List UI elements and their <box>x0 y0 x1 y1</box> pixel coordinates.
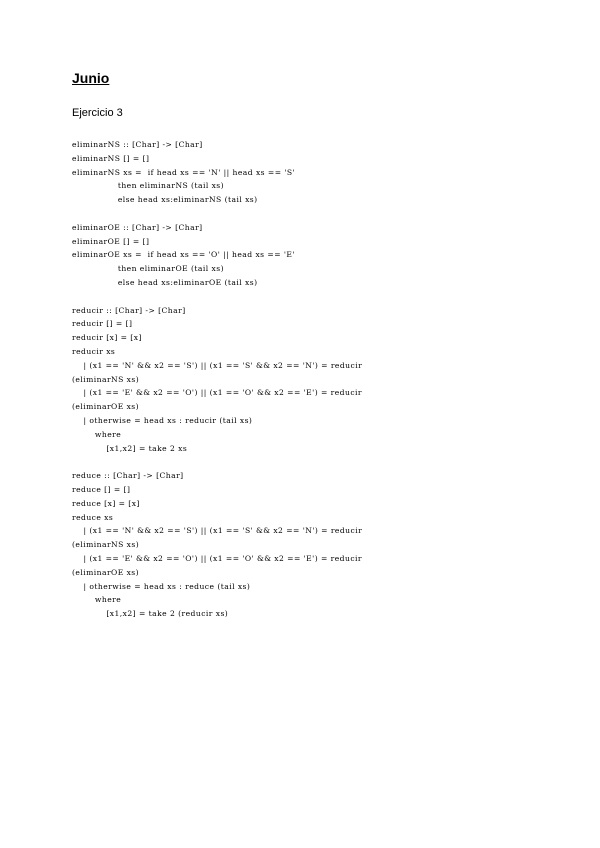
code-line <box>72 207 532 221</box>
code-line: | (x1 == 'E' && x2 == 'O') || (x1 == 'O' && x2 == 'E') = reducir <box>72 553 362 563</box>
code-line: then eliminarOE (tail xs) <box>72 264 224 274</box>
code-line: reduce xs <box>72 512 114 522</box>
code-line: eliminarNS :: [Char] -> [Char] <box>72 140 203 149</box>
code-line: reducir xs <box>72 346 116 356</box>
code-line: else head xs:eliminarNS (tail xs) <box>72 195 258 205</box>
code-line: (eliminarNS xs) <box>72 374 140 384</box>
code-line <box>72 455 532 469</box>
code-line: (eliminarOE xs) <box>72 567 140 577</box>
code-block <box>72 138 532 621</box>
code-line: reducir :: [Char] -> [Char] <box>72 305 186 315</box>
code-line: | (x1 == 'N' && x2 == 'S') || (x1 == 'S' && x2 == 'N') = reducir <box>72 526 363 536</box>
exercise-heading: Ejercicio 3 <box>72 107 123 119</box>
code-line: reducir [x] = [x] <box>72 333 142 343</box>
code-line: [x1,x2] = take 2 xs <box>72 443 188 453</box>
code-line: eliminarOE xs = if head xs == 'O' || head xs == 'E' <box>72 250 295 260</box>
code-line: reducir [] = [] <box>72 319 133 329</box>
code-line: (eliminarNS xs) <box>72 540 140 550</box>
code-line: (eliminarOE xs) <box>72 402 140 412</box>
document-title: Junio <box>72 70 110 86</box>
code-line: [x1,x2] = take 2 (reducir xs) <box>72 609 229 619</box>
code-line: | otherwise = head xs : reduce (tail xs) <box>72 581 251 591</box>
code-line: eliminarOE :: [Char] -> [Char] <box>72 222 203 232</box>
code-line: reduce [] = [] <box>72 484 131 494</box>
code-line: eliminarNS [] = [] <box>72 153 150 163</box>
code-line: eliminarNS xs = if head xs == 'N' || head xs == 'S' <box>72 167 296 177</box>
code-line: | (x1 == 'N' && x2 == 'S') || (x1 == 'S' && x2 == 'N') = reducir <box>72 360 363 370</box>
code-line: where <box>72 595 122 605</box>
code-line: then eliminarNS (tail xs) <box>72 181 225 191</box>
code-line <box>72 290 532 304</box>
code-line: reduce [x] = [x] <box>72 498 140 508</box>
code-line: reduce :: [Char] -> [Char] <box>72 471 184 481</box>
code-line: | otherwise = head xs : reducir (tail xs) <box>72 415 253 425</box>
code-line: where <box>72 429 122 439</box>
code-line: else head xs:eliminarOE (tail xs) <box>72 277 258 287</box>
code-line: eliminarOE [] = [] <box>72 236 150 246</box>
code-line: | (x1 == 'E' && x2 == 'O') || (x1 == 'O' && x2 == 'E') = reducir <box>72 388 362 398</box>
